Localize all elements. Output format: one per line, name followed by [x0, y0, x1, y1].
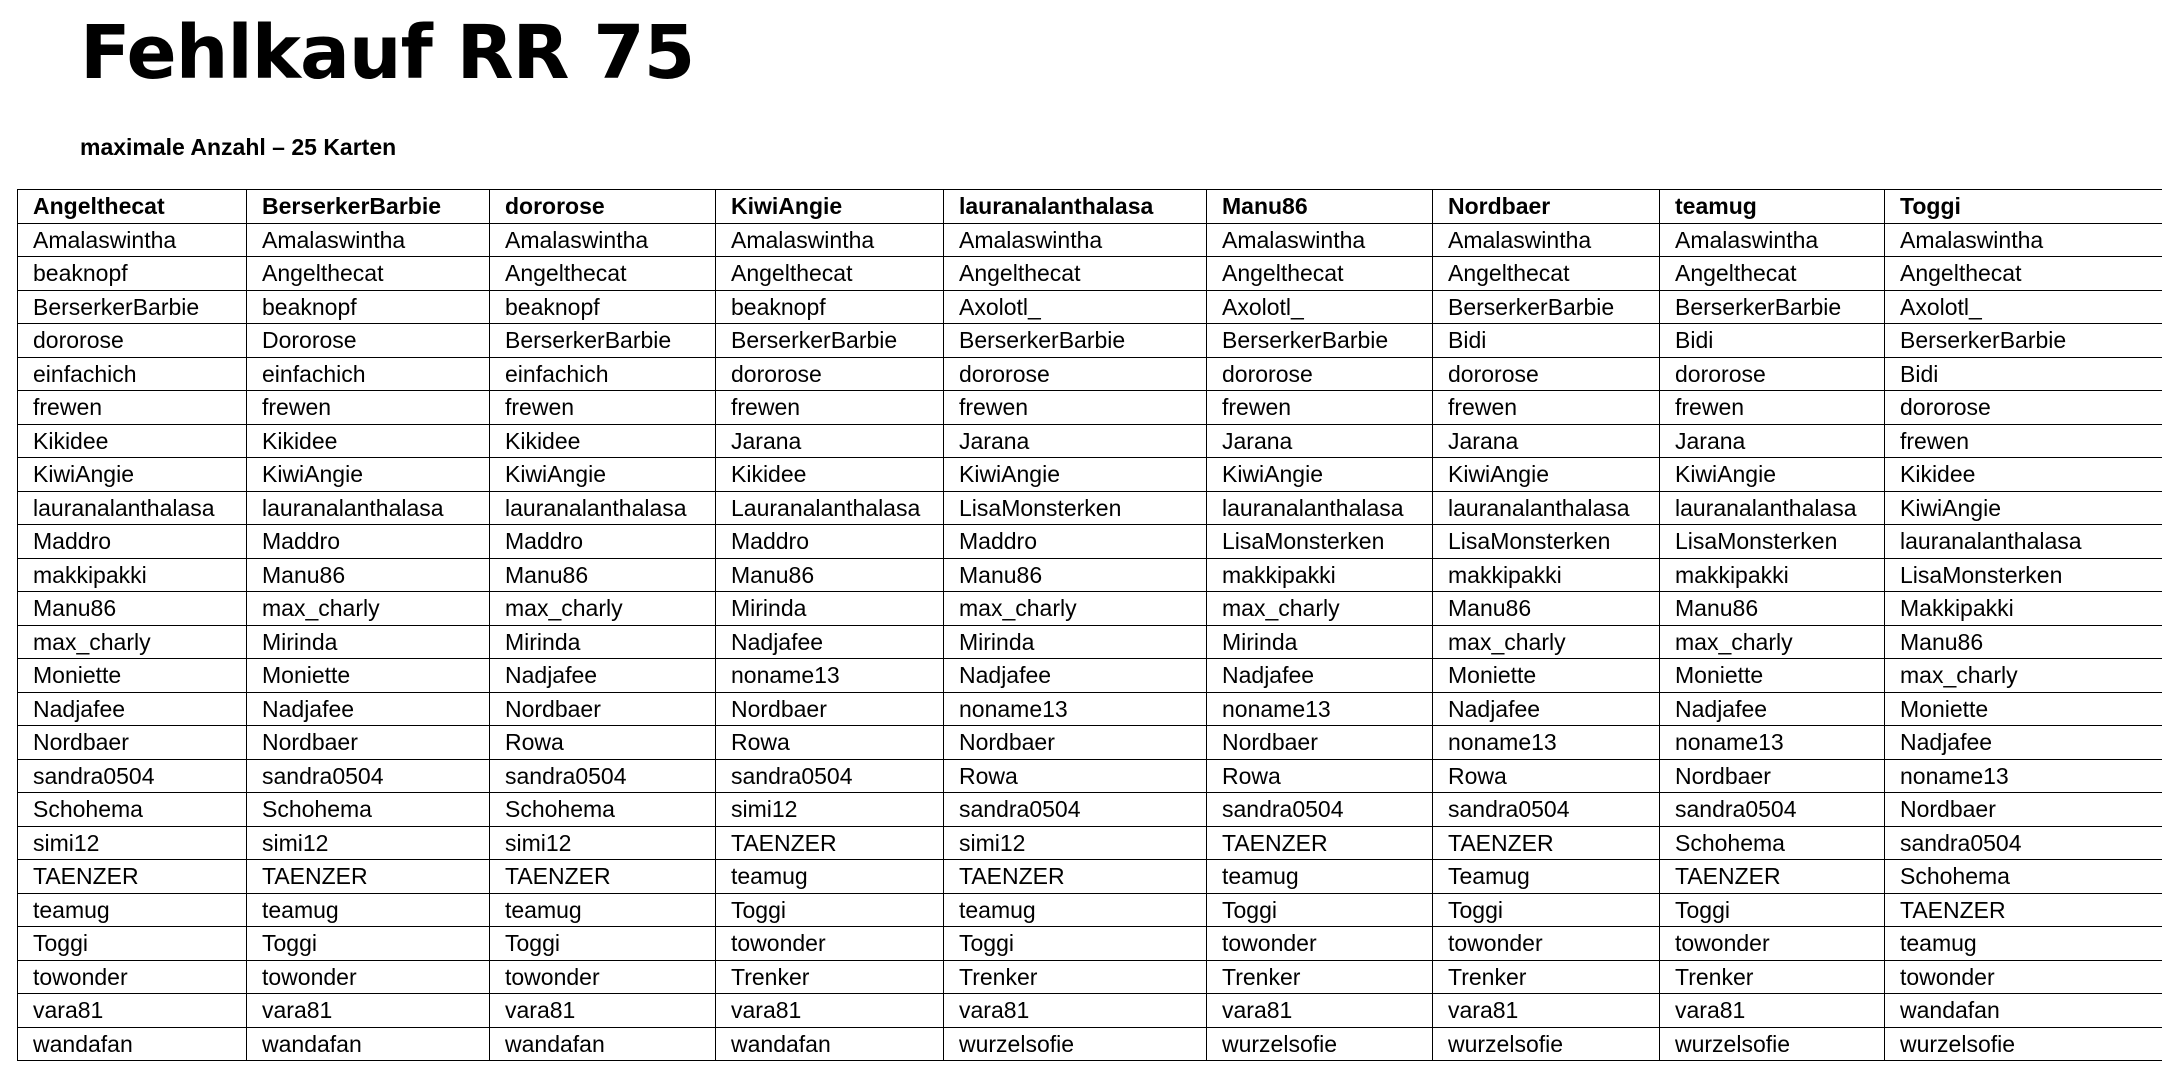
- table-cell: Jarana: [716, 424, 944, 458]
- table-cell: Maddro: [247, 525, 490, 559]
- table-cell: beaknopf: [247, 290, 490, 324]
- table-cell: beaknopf: [18, 257, 247, 291]
- table-cell: KiwiAngie: [490, 458, 716, 492]
- table-cell: Amalaswintha: [490, 223, 716, 257]
- table-cell: Schohema: [18, 793, 247, 827]
- table-cell: noname13: [1885, 759, 2162, 793]
- table-row: [18, 625, 2162, 659]
- table-row: [18, 458, 2162, 492]
- table-cell: Mirinda: [944, 625, 1207, 659]
- table-cell: Kikidee: [716, 458, 944, 492]
- table-cell: Mirinda: [247, 625, 490, 659]
- table-cell: lauranalanthalasa: [247, 491, 490, 525]
- table-cell: frewen: [944, 391, 1207, 425]
- table-cell: teamug: [18, 893, 247, 927]
- table-cell: Amalaswintha: [247, 223, 490, 257]
- table-cell: sandra0504: [247, 759, 490, 793]
- table-cell: Dororose: [247, 324, 490, 358]
- table-cell: max_charly: [1660, 625, 1885, 659]
- table-cell: Jarana: [1433, 424, 1660, 458]
- table-cell: Angelthecat: [1885, 257, 2162, 291]
- table-cell: dororose: [1660, 357, 1885, 391]
- table-cell: Mirinda: [490, 625, 716, 659]
- table-cell: frewen: [1207, 391, 1433, 425]
- table-cell: TAENZER: [1433, 826, 1660, 860]
- table-cell: simi12: [944, 826, 1207, 860]
- table-cell: lauranalanthalasa: [1660, 491, 1885, 525]
- table-cell: towonder: [18, 960, 247, 994]
- table-cell: Nadjafee: [490, 659, 716, 693]
- table-cell: Rowa: [490, 726, 716, 760]
- table-cell: LisaMonsterken: [1207, 525, 1433, 559]
- table-cell: teamug: [716, 860, 944, 894]
- table-row: [18, 223, 2162, 257]
- table-cell: lauranalanthalasa: [1885, 525, 2162, 559]
- table-cell: Rowa: [716, 726, 944, 760]
- table-cell: TAENZER: [944, 860, 1207, 894]
- table-cell: Nordbaer: [1885, 793, 2162, 827]
- table-cell: Nadjafee: [716, 625, 944, 659]
- table-cell: Jarana: [944, 424, 1207, 458]
- table-cell: makkipakki: [18, 558, 247, 592]
- table-cell: Moniette: [18, 659, 247, 693]
- table-cell: wandafan: [1885, 994, 2162, 1028]
- table-cell: Schohema: [1885, 860, 2162, 894]
- table-cell: Lauranalanthalasa: [716, 491, 944, 525]
- table-cell: towonder: [247, 960, 490, 994]
- table-cell: teamug: [1885, 927, 2162, 961]
- table-cell: Makkipakki: [1885, 592, 2162, 626]
- table-cell: towonder: [1207, 927, 1433, 961]
- table-cell: Manu86: [1885, 625, 2162, 659]
- table-cell: wurzelsofie: [1660, 1027, 1885, 1061]
- table-cell: Axolotl_: [1885, 290, 2162, 324]
- table-cell: Nadjafee: [1207, 659, 1433, 693]
- table-cell: noname13: [716, 659, 944, 693]
- table-cell: simi12: [716, 793, 944, 827]
- table-cell: vara81: [18, 994, 247, 1028]
- table-row: [18, 558, 2162, 592]
- table-cell: Trenker: [1433, 960, 1660, 994]
- table-cell: dororose: [1433, 357, 1660, 391]
- table-row: [18, 994, 2162, 1028]
- table-cell: dororose: [18, 324, 247, 358]
- table-cell: Nordbaer: [716, 692, 944, 726]
- column-header: teamug: [1660, 190, 1885, 224]
- table-cell: dororose: [1207, 357, 1433, 391]
- table-cell: Trenker: [1207, 960, 1433, 994]
- table-cell: Amalaswintha: [1660, 223, 1885, 257]
- table-cell: Manu86: [247, 558, 490, 592]
- table-cell: beaknopf: [490, 290, 716, 324]
- table-row: [18, 860, 2162, 894]
- table-cell: simi12: [490, 826, 716, 860]
- table-cell: Nadjafee: [1660, 692, 1885, 726]
- table-cell: BerserkerBarbie: [490, 324, 716, 358]
- table-cell: KiwiAngie: [247, 458, 490, 492]
- table-cell: vara81: [490, 994, 716, 1028]
- table-cell: Nordbaer: [247, 726, 490, 760]
- table-row: [18, 324, 2162, 358]
- table-cell: noname13: [1433, 726, 1660, 760]
- table-cell: TAENZER: [490, 860, 716, 894]
- table-cell: noname13: [1660, 726, 1885, 760]
- table-cell: einfachich: [490, 357, 716, 391]
- table-cell: LisaMonsterken: [1433, 525, 1660, 559]
- table-row: [18, 525, 2162, 559]
- table-cell: max_charly: [1885, 659, 2162, 693]
- table-cell: max_charly: [247, 592, 490, 626]
- table-row: [18, 893, 2162, 927]
- table-cell: vara81: [1660, 994, 1885, 1028]
- table-cell: Jarana: [1207, 424, 1433, 458]
- table-cell: BerserkerBarbie: [1433, 290, 1660, 324]
- table-cell: einfachich: [247, 357, 490, 391]
- table-cell: Toggi: [18, 927, 247, 961]
- table-cell: Moniette: [1885, 692, 2162, 726]
- table-row: [18, 726, 2162, 760]
- table-cell: Moniette: [247, 659, 490, 693]
- table-cell: Nadjafee: [1885, 726, 2162, 760]
- table-cell: KiwiAngie: [1660, 458, 1885, 492]
- table-cell: makkipakki: [1207, 558, 1433, 592]
- table-cell: frewen: [247, 391, 490, 425]
- table-cell: Amalaswintha: [1207, 223, 1433, 257]
- table-cell: Nadjafee: [1433, 692, 1660, 726]
- table-cell: frewen: [18, 391, 247, 425]
- table-row: [18, 391, 2162, 425]
- table-cell: BerserkerBarbie: [1885, 324, 2162, 358]
- table-cell: wandafan: [490, 1027, 716, 1061]
- table-cell: BerserkerBarbie: [1207, 324, 1433, 358]
- table-cell: Schohema: [490, 793, 716, 827]
- table-cell: Amalaswintha: [18, 223, 247, 257]
- table-cell: Nadjafee: [944, 659, 1207, 693]
- table-cell: wurzelsofie: [1207, 1027, 1433, 1061]
- table-cell: wandafan: [18, 1027, 247, 1061]
- table-cell: Mirinda: [716, 592, 944, 626]
- column-header: Nordbaer: [1433, 190, 1660, 224]
- table-cell: towonder: [1433, 927, 1660, 961]
- table-cell: Amalaswintha: [944, 223, 1207, 257]
- card-table: [17, 189, 2162, 1061]
- table-cell: Kikidee: [18, 424, 247, 458]
- table-cell: Maddro: [490, 525, 716, 559]
- table-cell: Kikidee: [1885, 458, 2162, 492]
- table-cell: Toggi: [490, 927, 716, 961]
- table-cell: Nordbaer: [1207, 726, 1433, 760]
- table-container: [17, 189, 2162, 1061]
- table-cell: TAENZER: [1207, 826, 1433, 860]
- table-cell: BerserkerBarbie: [716, 324, 944, 358]
- table-row: [18, 357, 2162, 391]
- table-cell: Nadjafee: [18, 692, 247, 726]
- table-row: [18, 491, 2162, 525]
- table-cell: Manu86: [490, 558, 716, 592]
- table-cell: KiwiAngie: [18, 458, 247, 492]
- table-cell: Bidi: [1433, 324, 1660, 358]
- table-cell: Trenker: [1660, 960, 1885, 994]
- table-cell: Angelthecat: [247, 257, 490, 291]
- table-row: [18, 960, 2162, 994]
- table-cell: einfachich: [18, 357, 247, 391]
- table-cell: Angelthecat: [716, 257, 944, 291]
- table-cell: Maddro: [18, 525, 247, 559]
- table-cell: vara81: [944, 994, 1207, 1028]
- table-cell: KiwiAngie: [1207, 458, 1433, 492]
- table-cell: Axolotl_: [1207, 290, 1433, 324]
- table-cell: TAENZER: [1660, 860, 1885, 894]
- table-cell: towonder: [716, 927, 944, 961]
- table-row: [18, 592, 2162, 626]
- table-cell: Toggi: [247, 927, 490, 961]
- table-cell: Toggi: [944, 927, 1207, 961]
- table-cell: KiwiAngie: [1885, 491, 2162, 525]
- table-cell: Angelthecat: [1660, 257, 1885, 291]
- table-row: [18, 659, 2162, 693]
- table-cell: Amalaswintha: [716, 223, 944, 257]
- table-cell: vara81: [247, 994, 490, 1028]
- table-cell: Toggi: [716, 893, 944, 927]
- table-cell: wurzelsofie: [1433, 1027, 1660, 1061]
- table-cell: frewen: [490, 391, 716, 425]
- table-cell: LisaMonsterken: [1885, 558, 2162, 592]
- table-cell: Rowa: [1207, 759, 1433, 793]
- table-cell: TAENZER: [716, 826, 944, 860]
- table-cell: LisaMonsterken: [1660, 525, 1885, 559]
- table-cell: lauranalanthalasa: [490, 491, 716, 525]
- table-cell: dororose: [1885, 391, 2162, 425]
- table-cell: Angelthecat: [944, 257, 1207, 291]
- table-cell: lauranalanthalasa: [1433, 491, 1660, 525]
- table-cell: sandra0504: [18, 759, 247, 793]
- table-cell: sandra0504: [1885, 826, 2162, 860]
- table-cell: teamug: [247, 893, 490, 927]
- column-header: KiwiAngie: [716, 190, 944, 224]
- table-body: [18, 223, 2162, 1061]
- table-cell: TAENZER: [1885, 893, 2162, 927]
- table-cell: KiwiAngie: [944, 458, 1207, 492]
- table-row: [18, 793, 2162, 827]
- table-row: [18, 692, 2162, 726]
- table-cell: TAENZER: [18, 860, 247, 894]
- table-cell: sandra0504: [1660, 793, 1885, 827]
- table-cell: wurzelsofie: [944, 1027, 1207, 1061]
- table-cell: Manu86: [944, 558, 1207, 592]
- table-cell: Nadjafee: [247, 692, 490, 726]
- table-cell: Trenker: [716, 960, 944, 994]
- table-cell: Toggi: [1660, 893, 1885, 927]
- table-cell: wandafan: [716, 1027, 944, 1061]
- table-cell: Moniette: [1660, 659, 1885, 693]
- table-cell: sandra0504: [490, 759, 716, 793]
- table-cell: Amalaswintha: [1885, 223, 2162, 257]
- table-cell: Angelthecat: [1207, 257, 1433, 291]
- column-header: BerserkerBarbie: [247, 190, 490, 224]
- table-cell: lauranalanthalasa: [18, 491, 247, 525]
- table-cell: noname13: [944, 692, 1207, 726]
- table-cell: frewen: [1885, 424, 2162, 458]
- column-header: dororose: [490, 190, 716, 224]
- table-cell: Manu86: [1433, 592, 1660, 626]
- table-cell: beaknopf: [716, 290, 944, 324]
- table-cell: Schohema: [247, 793, 490, 827]
- table-cell: Manu86: [1660, 592, 1885, 626]
- table-cell: max_charly: [1207, 592, 1433, 626]
- table-cell: Bidi: [1660, 324, 1885, 358]
- table-cell: sandra0504: [1207, 793, 1433, 827]
- table-cell: Manu86: [716, 558, 944, 592]
- table-cell: vara81: [716, 994, 944, 1028]
- table-cell: towonder: [1885, 960, 2162, 994]
- table-cell: KiwiAngie: [1433, 458, 1660, 492]
- table-cell: teamug: [490, 893, 716, 927]
- table-cell: Manu86: [18, 592, 247, 626]
- table-cell: dororose: [944, 357, 1207, 391]
- table-cell: sandra0504: [1433, 793, 1660, 827]
- table-cell: max_charly: [944, 592, 1207, 626]
- table-cell: BerserkerBarbie: [1660, 290, 1885, 324]
- column-header: lauranalanthalasa: [944, 190, 1207, 224]
- table-cell: Jarana: [1660, 424, 1885, 458]
- header-row: [18, 190, 2162, 224]
- table-cell: max_charly: [490, 592, 716, 626]
- table-cell: vara81: [1433, 994, 1660, 1028]
- table-row: [18, 826, 2162, 860]
- table-cell: simi12: [247, 826, 490, 860]
- table-cell: noname13: [1207, 692, 1433, 726]
- table-cell: Rowa: [944, 759, 1207, 793]
- table-cell: Bidi: [1885, 357, 2162, 391]
- table-cell: BerserkerBarbie: [944, 324, 1207, 358]
- table-cell: wurzelsofie: [1885, 1027, 2162, 1061]
- table-cell: dororose: [716, 357, 944, 391]
- table-cell: Kikidee: [247, 424, 490, 458]
- table-cell: Maddro: [944, 525, 1207, 559]
- table-row: [18, 1027, 2162, 1061]
- table-row: [18, 290, 2162, 324]
- table-row: [18, 257, 2162, 291]
- table-cell: Toggi: [1207, 893, 1433, 927]
- table-cell: sandra0504: [716, 759, 944, 793]
- column-header: Manu86: [1207, 190, 1433, 224]
- table-cell: Nordbaer: [18, 726, 247, 760]
- table-cell: Axolotl_: [944, 290, 1207, 324]
- table-cell: max_charly: [1433, 625, 1660, 659]
- table-cell: frewen: [1433, 391, 1660, 425]
- table-cell: frewen: [716, 391, 944, 425]
- table-cell: sandra0504: [944, 793, 1207, 827]
- table-cell: TAENZER: [247, 860, 490, 894]
- table-cell: Nordbaer: [1660, 759, 1885, 793]
- table-cell: Angelthecat: [490, 257, 716, 291]
- table-cell: makkipakki: [1660, 558, 1885, 592]
- table-cell: LisaMonsterken: [944, 491, 1207, 525]
- column-header: Toggi: [1885, 190, 2162, 224]
- table-cell: towonder: [1660, 927, 1885, 961]
- table-cell: Rowa: [1433, 759, 1660, 793]
- table-cell: teamug: [944, 893, 1207, 927]
- table-cell: BerserkerBarbie: [18, 290, 247, 324]
- table-cell: simi12: [18, 826, 247, 860]
- column-header: Angelthecat: [18, 190, 247, 224]
- table-cell: towonder: [490, 960, 716, 994]
- page-title: Fehlkauf RR 75: [80, 10, 695, 96]
- table-row: [18, 759, 2162, 793]
- table-cell: Trenker: [944, 960, 1207, 994]
- table-cell: Mirinda: [1207, 625, 1433, 659]
- table-cell: lauranalanthalasa: [1207, 491, 1433, 525]
- table-cell: Angelthecat: [1433, 257, 1660, 291]
- table-cell: Schohema: [1660, 826, 1885, 860]
- table-row: [18, 424, 2162, 458]
- table-cell: Kikidee: [490, 424, 716, 458]
- table-row: [18, 927, 2162, 961]
- table-cell: teamug: [1207, 860, 1433, 894]
- table-cell: Nordbaer: [490, 692, 716, 726]
- table-cell: Teamug: [1433, 860, 1660, 894]
- table-cell: wandafan: [247, 1027, 490, 1061]
- table-cell: frewen: [1660, 391, 1885, 425]
- table-cell: makkipakki: [1433, 558, 1660, 592]
- page-subtitle: maximale Anzahl – 25 Karten: [80, 134, 397, 160]
- table-cell: Moniette: [1433, 659, 1660, 693]
- table-cell: max_charly: [18, 625, 247, 659]
- table-cell: vara81: [1207, 994, 1433, 1028]
- table-cell: Maddro: [716, 525, 944, 559]
- table-cell: Nordbaer: [944, 726, 1207, 760]
- table-cell: Amalaswintha: [1433, 223, 1660, 257]
- table-cell: Toggi: [1433, 893, 1660, 927]
- table-header: [18, 190, 2162, 224]
